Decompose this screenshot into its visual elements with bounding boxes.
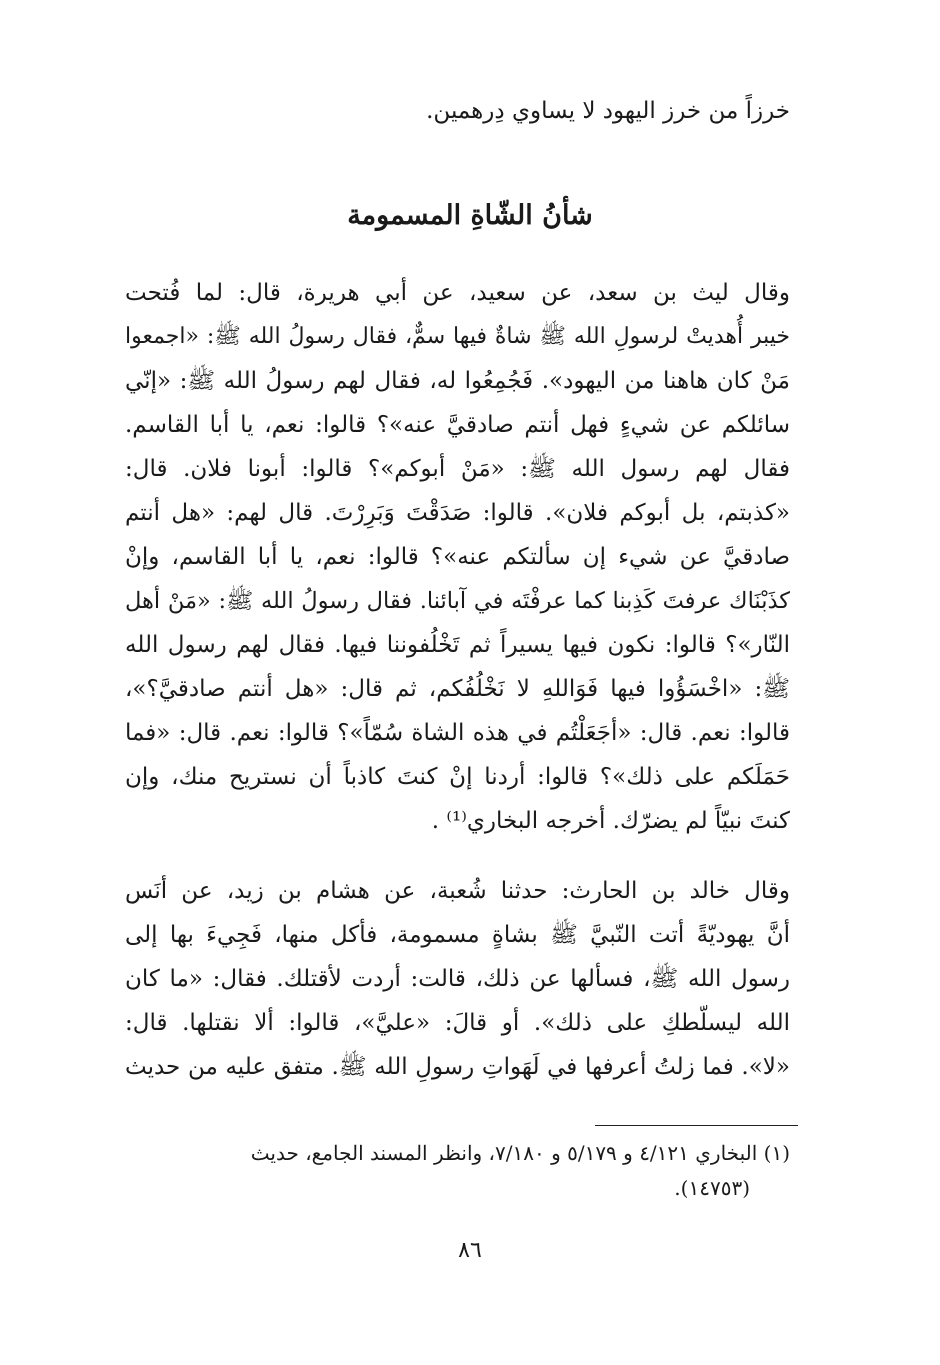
paragraph-line: رسول الله ﷺ، فسألها عن ذلك، قالت: أردت لأقتلك. فقال: «ما كان (125, 966, 790, 992)
paragraph-line: مَنْ كان هاهنا من اليهود». فَجُمِعُوا له، فقال لهم رسولُ الله ﷺ: «إنّي (125, 368, 790, 394)
paragraph-line: «لا». فما زلتُ أعرفها في لَهَواتِ رسولِ الله ﷺ. متفق عليه من حديث (125, 1054, 790, 1080)
paragraph-line: حَمَلَكم على ذلك»؟ قالوا: أردنا إنْ كنتَ كاذباً أن نستريح منك، وإن (125, 764, 790, 790)
paragraph-line: قالوا: نعم. قال: «أجَعَلْتُم في هذه الشاة سُمّاً»؟ قالوا: نعم. قال: «فما (125, 720, 790, 746)
paragraph-line: كنتَ نبيّاً لم يضرّك. أخرجه البخاري⁽¹⁾ . (431, 808, 790, 834)
footnote-line: (١) البخاري ٤/١٢١ و ٥/١٧٩ و ٧/١٨٠، وانظر المسند الجامع، حديث (250, 1141, 790, 1165)
paragraph-line: الله ليسلّطكِ على ذلك». أو قالَ: «عليَّ»، قالوا: ألا نقتلها. قال: (125, 1010, 790, 1036)
paragraph-line: كذَبْنَاك عرفتَ كَذِبنا كما عرفْتَه في آبائنا. فقال رسولُ الله ﷺ: «مَنْ أهل (125, 588, 790, 614)
paragraph-line: النّار»؟ قالوا: نكون فيها يسيراً ثم تَخْلُفوننا فيها. فقال لهم رسول الله (125, 632, 790, 658)
footnote-line: (١٤٧٥٣). (674, 1176, 750, 1200)
paragraph-line: سائلكم عن شيءٍ فهل أنتم صادقيَّ عنه»؟ قالوا: نعم، يا أبا القاسم. (125, 412, 790, 438)
paragraph-line: فقال لهم رسول الله ﷺ: «مَنْ أبوكم»؟ قالوا: أبونا فلان. قال: (125, 456, 791, 482)
paragraph-line: أنَّ يهوديّةً أتت النّبيَّ ﷺ بشاةٍ مسمومة، فأكل منها، فَجِيءَ بها إلى (125, 922, 790, 948)
paragraph-line: خيبر أُهديتْ لرسولِ الله ﷺ شاةٌ فيها سمٌّ، فقال رسولُ الله ﷺ: «اجمعوا (125, 324, 790, 349)
footnote-divider (595, 1125, 798, 1126)
paragraph-line: «كذبتم، بل أبوكم فلان». قالوا: صَدَقْتَ وَبَرِرْتَ. قال لهم: «هل أنتم (125, 500, 790, 526)
paragraph-line: وقال خالد بن الحارث: حدثنا شُعبة، عن هشام بن زيد، عن أنَس (125, 878, 790, 904)
section-heading: شأنُ الشّاةِ المسمومة (347, 200, 593, 231)
page-number: ٨٦ (458, 1238, 482, 1263)
paragraph-line: ﷺ: «اخْسَؤُوا فيها فَوَاللهِ لا نَخْلُفُكم، ثم قال: «هل أنتم صادقيَّ؟»، (125, 676, 790, 702)
continuation-text: خرزاً من خرز اليهود لا يساوي دِرهمين. (426, 98, 790, 124)
paragraph-line: وقال ليث بن سعد، عن سعيد، عن أبي هريرة، قال: لما فُتحت (125, 280, 790, 306)
paragraph-line: صادقيَّ عن شيء إن سألتكم عنه»؟ قالوا: نعم، يا أبا القاسم، وإنْ (125, 544, 790, 570)
